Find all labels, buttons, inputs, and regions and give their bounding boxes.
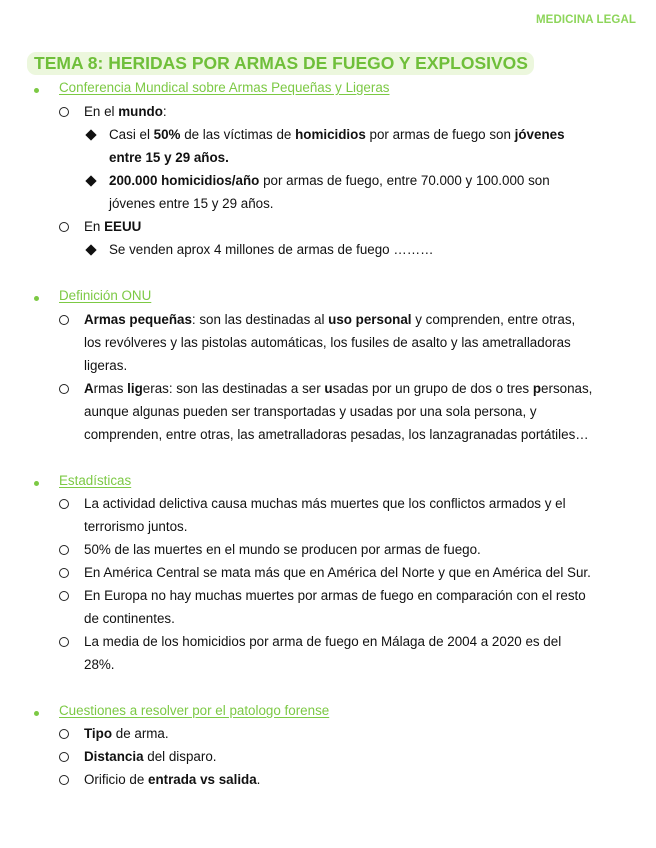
section-bullet <box>34 88 39 93</box>
list-item-armas-ligeras-line1: Armas ligeras: son las destinadas a ser usadas por un grupo de dos o tres personas, <box>84 381 593 396</box>
list-marker-circle <box>59 384 69 394</box>
list-marker-diamond <box>85 175 96 186</box>
list-marker-circle <box>59 107 69 117</box>
list-item-armas-ligeras-line2: aunque algunas pueden ser transportadas y usadas por una sola persona, y <box>84 404 537 419</box>
list-item-victimas-line1: Casi el 50% de las víctimas de homicidios por armas de fuego son jóvenes <box>109 127 565 142</box>
list-marker-circle <box>59 775 69 785</box>
list-item-orificio: Orificio de entrada vs salida. <box>84 772 261 787</box>
list-item-stat-5-line1: La media de los homicidios por arma de fuego en Málaga de 2004 a 2020 es del <box>84 634 562 649</box>
list-item-eeuu: En EEUU <box>84 219 142 234</box>
section-heading-cuestiones: Cuestiones a resolver por el patologo forense <box>59 703 330 718</box>
list-item-armas-pequenas-line3: ligeras. <box>84 358 128 373</box>
list-item-homicidios-line1: 200.000 homicidios/año por armas de fuego, entre 70.000 y 100.000 son <box>109 173 550 188</box>
list-marker-circle <box>59 637 69 647</box>
list-marker-circle <box>59 222 69 232</box>
section-bullet <box>34 711 39 716</box>
list-item-stat-4-line1: En Europa no hay muchas muertes por armas de fuego en comparación con el resto <box>84 588 586 603</box>
list-marker-circle <box>59 752 69 762</box>
list-item-distancia: Distancia del disparo. <box>84 749 217 764</box>
list-item-mundo: En el mundo: <box>84 104 167 119</box>
list-item-stat-4-line2: de continentes. <box>84 611 175 626</box>
list-marker-circle <box>59 591 69 601</box>
list-item-armas-ligeras-line3: comprenden, entre otras, las ametralladoras pesadas, los lanzagranadas portátiles… <box>84 427 589 442</box>
list-marker-diamond <box>85 129 96 140</box>
section-heading-definicion: Definición ONU <box>59 288 152 303</box>
list-item-stat-1-line2: terrorismo juntos. <box>84 519 188 534</box>
section-heading-estadisticas: Estadísticas <box>59 473 132 488</box>
list-item-armas-pequenas-line2: los revólveres y las pistolas automáticas, los fusiles de asalto y las ametralladoras <box>84 335 571 350</box>
list-item-armas-pequenas-line1: Armas pequeñas: son las destinadas al uso personal y comprenden, entre otras, <box>84 312 576 327</box>
page-title: TEMA 8: HERIDAS POR ARMAS DE FUEGO Y EXPLOSIVOS <box>27 52 534 75</box>
list-marker-diamond <box>85 244 96 255</box>
section-heading-conferencia: Conferencia Mundical sobre Armas Pequeñas y Ligeras <box>59 80 390 95</box>
list-item-stat-3: En América Central se mata más que en América del Norte y que en América del Sur. <box>84 565 591 580</box>
list-item-homicidios-line2: jóvenes entre 15 y 29 años. <box>109 196 274 211</box>
list-marker-circle <box>59 315 69 325</box>
list-item-tipo: Tipo de arma. <box>84 726 169 741</box>
section-bullet <box>34 296 39 301</box>
section-bullet <box>34 481 39 486</box>
list-item-stat-1-line1: La actividad delictiva causa muchas más muertes que los conflictos armados y el <box>84 496 566 511</box>
list-item-stat-5-line2: 28%. <box>84 657 115 672</box>
document-header: MEDICINA LEGAL <box>536 14 636 26</box>
list-marker-circle <box>59 729 69 739</box>
list-item-stat-2: 50% de las muertes en el mundo se producen por armas de fuego. <box>84 542 481 557</box>
list-item-victimas-line2: entre 15 y 29 años. <box>109 150 229 165</box>
list-marker-circle <box>59 568 69 578</box>
list-item-ventas: Se venden aprox 4 millones de armas de fuego ……… <box>109 242 434 257</box>
list-marker-circle <box>59 545 69 555</box>
list-marker-circle <box>59 499 69 509</box>
